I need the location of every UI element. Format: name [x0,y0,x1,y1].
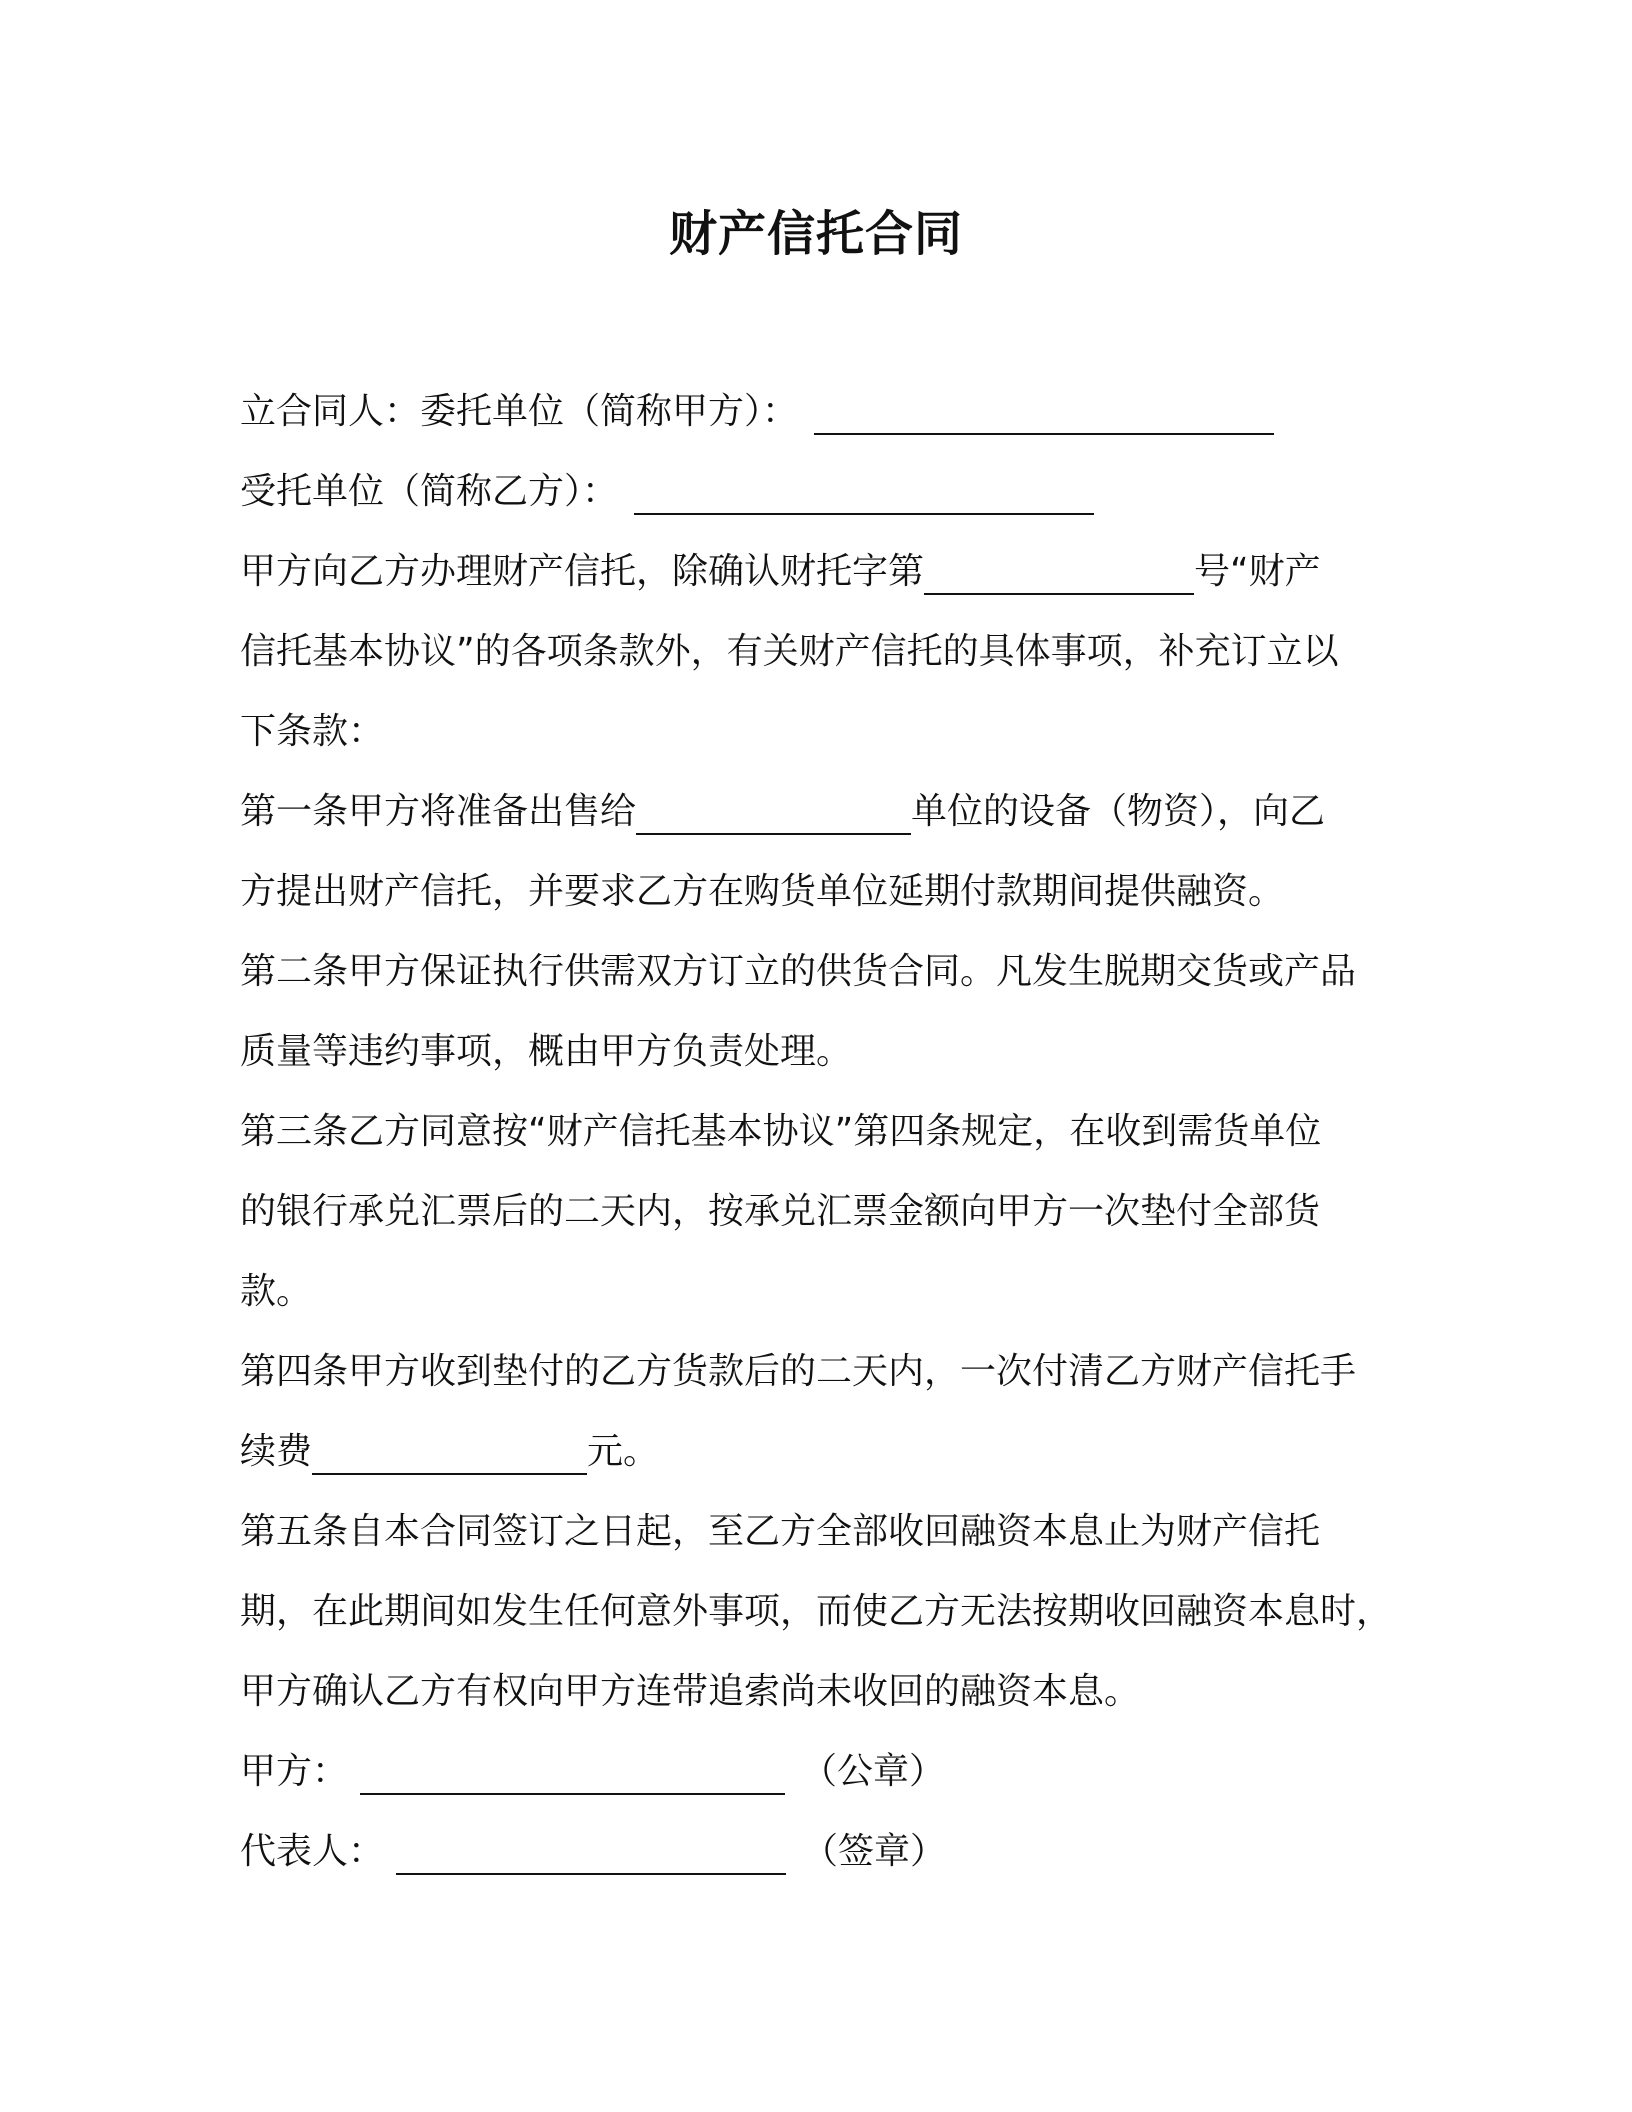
article-4-line-2 [240,1412,1390,1492]
article-3-line-1: 第三条乙方同意按“财产信托基本协议”第四条规定，在收到需货单位 [240,1111,1322,1152]
intro-line-2: 信托基本协议”的各项条款外，有关财产信托的具体事项，补充订立以 [240,631,1339,672]
party-a-blank[interactable] [814,381,1274,435]
article-3-line-3: 款。 [240,1271,313,1312]
party-a-line [240,372,1390,452]
official-seal-label: （公章） [801,1751,946,1792]
article-5-line-1: 第五条自本合同签订之日起，至乙方全部收回融资本息止为财产信托 [240,1511,1321,1552]
party-b-label: 受托单位（简称乙方）： [240,471,619,512]
article-3-line-2: 的银行承兑汇票后的二天内，按承兑汇票金额向甲方一次垫付全部货 [240,1191,1321,1232]
trust-number-blank[interactable] [924,541,1194,595]
buyer-unit-blank[interactable] [636,781,911,835]
signature-representative-blank[interactable] [396,1821,786,1875]
article-2-line-1: 第二条甲方保证执行供需双方订立的供货合同。凡发生脱期交货或产品 [240,951,1357,992]
intro-line-3: 下条款： [240,711,385,752]
article-4-text: 续费 [240,1431,313,1472]
article-2-line-2: 质量等违约事项，概由甲方负责处理。 [240,1031,853,1072]
party-a-label: 立合同人：委托单位（简称甲方）： [240,391,799,432]
article-1-text-post: 单位的设备（物资），向乙 [911,791,1326,832]
intro-text-post: 号“财产 [1194,551,1321,592]
signature-party-a [240,1732,1390,1812]
signature-party-a-label: 甲方： [240,1751,349,1792]
party-b-blank[interactable] [634,461,1094,515]
article-1-line-2: 方提出财产信托，并要求乙方在购货单位延期付款期间提供融资。 [240,871,1285,912]
article-5-line-3: 甲方确认乙方有权向甲方连带追索尚未收回的融资本息。 [240,1671,1141,1712]
signature-representative-label: 代表人： [240,1831,385,1872]
document-title: 财产信托合同 [668,206,963,262]
signature-party-a-blank[interactable] [360,1741,785,1795]
signature-representative [240,1812,1390,1892]
contract-body [240,372,1393,1892]
article-1-text: 第一条甲方将准备出售给 [240,791,637,832]
article-5-line-2: 期，在此期间如发生任何意外事项，而使乙方无法按期收回融资本息时， [240,1591,1393,1632]
party-b-line [240,452,1390,532]
intro-text: 甲方向乙方办理财产信托，除确认财托字第 [240,551,925,592]
intro-line-1 [240,532,1390,612]
fee-amount-blank[interactable] [312,1421,587,1475]
article-4-text-post: 元。 [587,1431,660,1472]
signature-seal-label: （签章） [802,1831,947,1872]
article-1-line-1 [240,772,1390,852]
article-4-line-1: 第四条甲方收到垫付的乙方货款后的二天内，一次付清乙方财产信托手 [240,1351,1357,1392]
